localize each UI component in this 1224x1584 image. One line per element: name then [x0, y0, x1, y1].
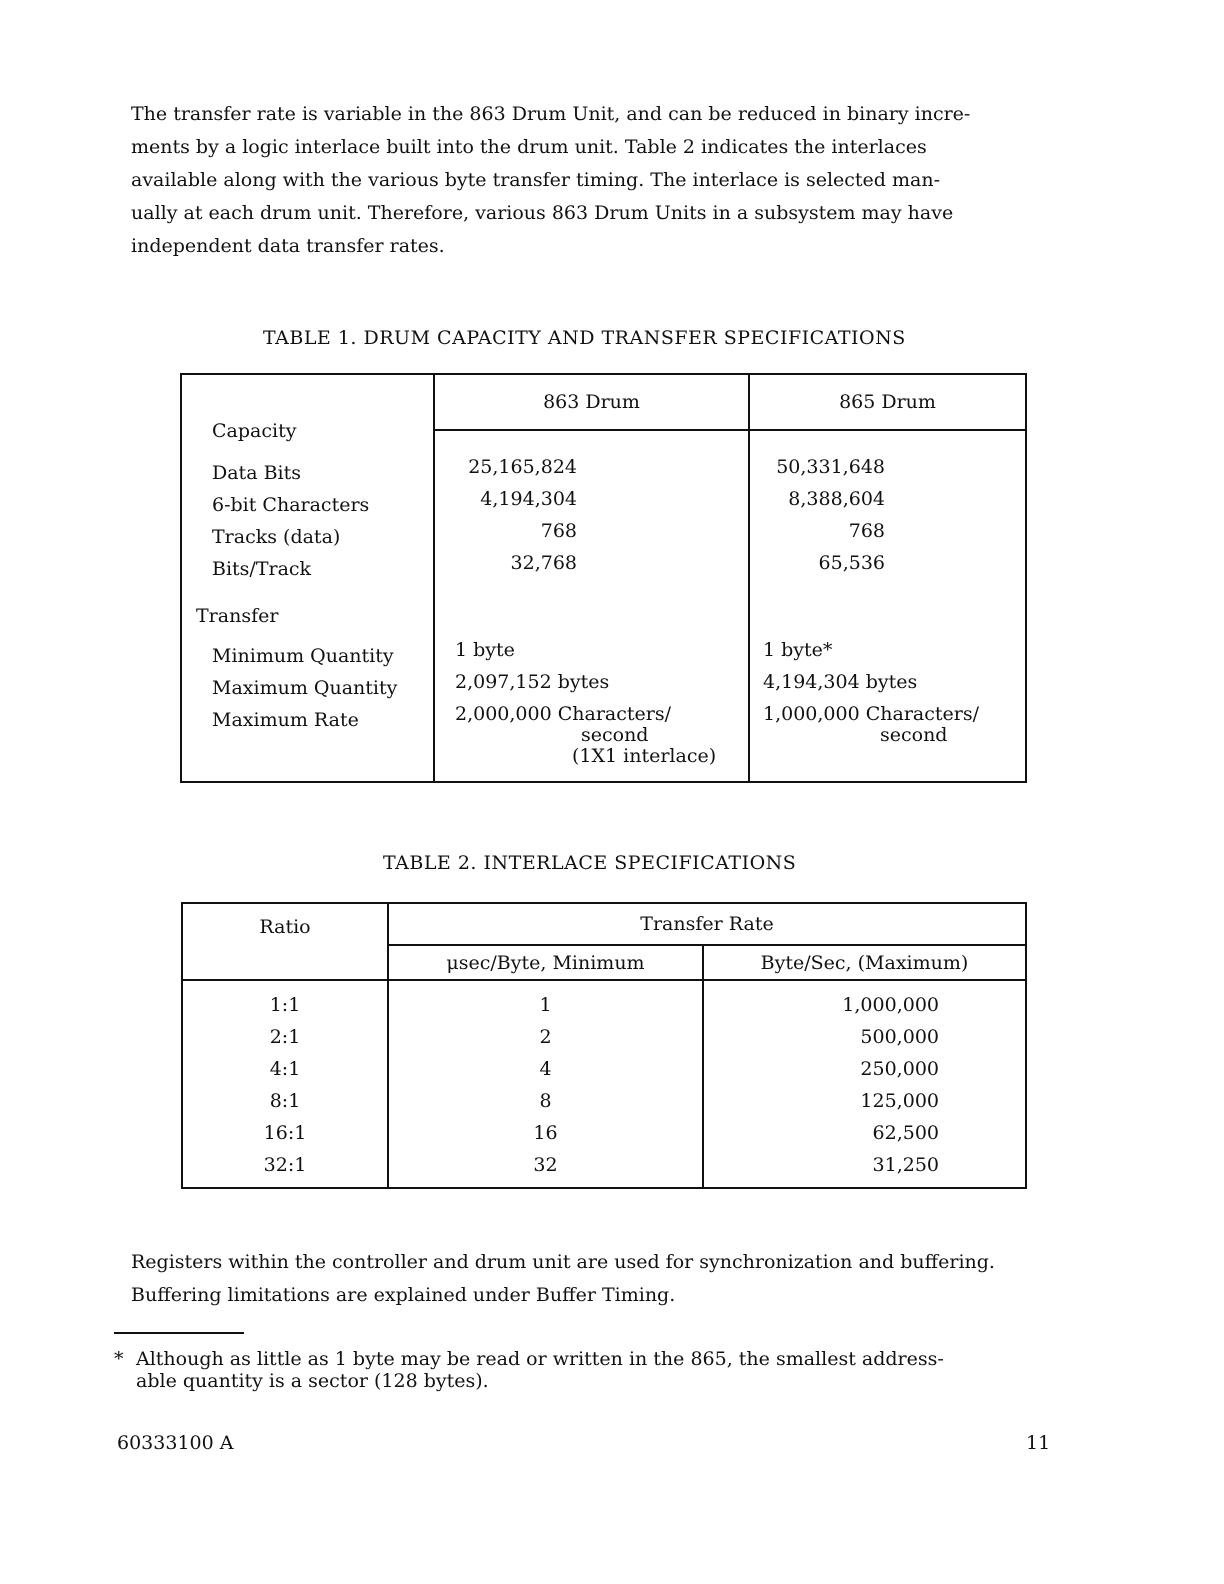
footnote-rule: [114, 1332, 244, 1334]
bytesec-header: Byte/Sec, (Maximum): [703, 945, 1026, 980]
rate-863-line: second: [581, 724, 649, 746]
capacity-heading: Capacity: [212, 420, 297, 442]
footnote-line: able quantity is a sector (128 bytes).: [136, 1370, 489, 1392]
intro-line: ments by a logic interlace built into the drum unit. Table 2 indicates the interlaces: [131, 136, 927, 158]
usec-value: 2: [539, 1026, 552, 1048]
ratio-header: Ratio: [182, 903, 388, 980]
transfer-label: Maximum Rate: [212, 709, 359, 731]
ratio-value: 32:1: [263, 1154, 307, 1176]
footnote-mark: *: [114, 1348, 124, 1370]
transfer-865-value: 1 byte*: [763, 639, 833, 661]
intro-line: ually at each drum unit. Therefore, various 863 Drum Units in a subsystem may have: [131, 202, 954, 224]
column-header-863: 863 Drum: [434, 374, 749, 430]
usec-value: 32: [533, 1154, 558, 1176]
ratio-value: 1:1: [269, 994, 301, 1016]
table2: [181, 902, 1027, 1189]
ratio-value: 2:1: [269, 1026, 301, 1048]
capacity-865-value: 8,388,604: [788, 488, 885, 510]
intro-paragraph: [131, 98, 1101, 263]
rate-865: [750, 698, 1025, 746]
usec-value: 16: [533, 1122, 558, 1144]
capacity-863-value: 32,768: [510, 552, 577, 574]
ratio-column: [182, 980, 388, 1188]
capacity-label: Data Bits: [212, 462, 301, 484]
capacity-label: Bits/Track: [212, 558, 312, 580]
ratio-value: 16:1: [263, 1122, 307, 1144]
usec-value: 8: [539, 1090, 552, 1112]
usec-column: [388, 980, 703, 1188]
transfer-863-value: 2,097,152 bytes: [455, 671, 610, 693]
usec-value: 4: [539, 1058, 552, 1080]
transfer-label: Maximum Quantity: [212, 677, 398, 699]
table1-caption: TABLE 1. DRUM CAPACITY AND TRANSFER SPECIFICATIONS: [263, 327, 906, 349]
ratio-value: 4:1: [269, 1058, 301, 1080]
capacity-865-value: 50,331,648: [776, 456, 885, 478]
capacity-863-value: 25,165,824: [468, 456, 577, 478]
document-number: 60333100 A: [117, 1432, 234, 1454]
rate-865-line: 1,000,000 Characters/: [763, 703, 980, 725]
bytesec-value: 250,000: [860, 1058, 939, 1080]
bytesec-value: 31,250: [872, 1154, 939, 1176]
usec-header: μsec/Byte, Minimum: [388, 945, 703, 980]
table2-caption: TABLE 2. INTERLACE SPECIFICATIONS: [383, 852, 797, 874]
rate-863-line: 2,000,000 Characters/: [455, 703, 672, 725]
transfer-heading: Transfer: [196, 605, 279, 627]
capacity-863-value: 4,194,304: [480, 488, 577, 510]
table1-label-column: [181, 374, 434, 782]
intro-line: The transfer rate is variable in the 863 Drum Unit, and can be reduced in binary incre-: [131, 103, 971, 125]
footnote-line: Although as little as 1 byte may be read or written in the 865, the smallest address-: [136, 1348, 944, 1370]
column-header-865: 865 Drum: [749, 374, 1026, 430]
capacity-865-value: 768: [848, 520, 885, 542]
bytesec-column: [703, 980, 1026, 1188]
capacity-863-value: 768: [540, 520, 577, 542]
closing-paragraph: [131, 1246, 1101, 1312]
capacity-label: Tracks (data): [212, 526, 341, 548]
bytesec-value: 500,000: [860, 1026, 939, 1048]
footnote: [114, 1348, 1104, 1392]
transfer-label: Minimum Quantity: [212, 645, 394, 667]
capacity-865-value: 65,536: [818, 552, 885, 574]
rate-863-line: (1X1 interlace): [572, 745, 717, 767]
table1: [180, 373, 1027, 783]
rate-865-line: second: [880, 724, 948, 746]
table1-865-column: [749, 430, 1026, 782]
rate-863: [435, 698, 748, 767]
transfer-865-value: 4,194,304 bytes: [763, 671, 918, 693]
page-number: 11: [1026, 1432, 1051, 1454]
table1-863-column: [434, 430, 749, 782]
bytesec-value: 1,000,000: [842, 994, 939, 1016]
closing-line: Buffering limitations are explained under Buffer Timing.: [131, 1284, 676, 1306]
transfer-rate-header: Transfer Rate: [388, 903, 1026, 945]
usec-value: 1: [539, 994, 552, 1016]
bytesec-value: 62,500: [872, 1122, 939, 1144]
closing-line: Registers within the controller and drum unit are used for synchronization and buffering.: [131, 1251, 995, 1273]
ratio-value: 8:1: [269, 1090, 301, 1112]
bytesec-value: 125,000: [860, 1090, 939, 1112]
capacity-label: 6-bit Characters: [212, 494, 370, 516]
intro-line: available along with the various byte transfer timing. The interlace is selected man-: [131, 169, 941, 191]
intro-line: independent data transfer rates.: [131, 235, 445, 257]
transfer-863-value: 1 byte: [455, 639, 515, 661]
